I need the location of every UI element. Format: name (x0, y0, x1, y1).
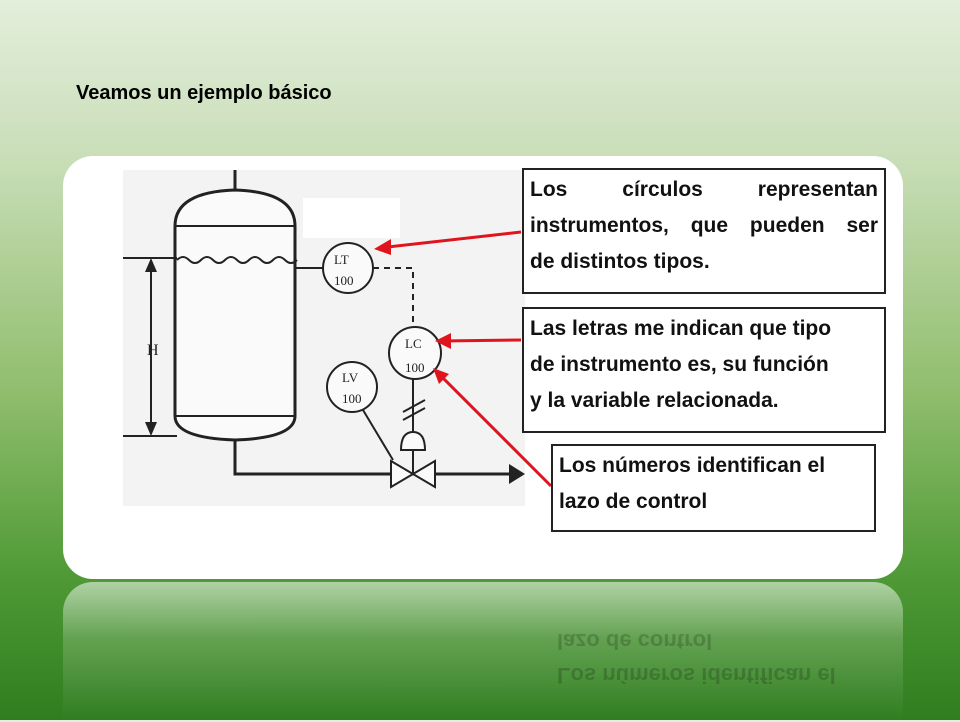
callout-letters-line3: y la variable relacionada. (530, 389, 779, 412)
callout-letters-line2: de instrumento es, su función (530, 353, 829, 376)
arrow-to-lc (441, 340, 521, 341)
slide-title: Veamos un ejemplo básico (76, 82, 332, 104)
callout-circles-line3: de distintos tipos. (530, 250, 710, 273)
lt-tag: LT (334, 252, 349, 267)
lc-tag: LC (405, 336, 422, 351)
callout-circles-line2: instrumentos, que pueden ser (530, 214, 878, 237)
callout-circles-line1: Los círculos representan (530, 178, 878, 201)
callout-letters (522, 307, 886, 433)
callout-numbers-line1: Los números identifican el (559, 454, 826, 477)
reflection-line2: lazo de control (557, 629, 713, 654)
lt-number: 100 (334, 273, 354, 288)
reflection-text (557, 624, 836, 692)
card-reflection (63, 582, 903, 722)
tank (175, 190, 295, 440)
callout-numbers (551, 444, 876, 532)
lv-number: 100 (342, 391, 362, 406)
lc-number: 100 (405, 360, 425, 375)
callout-numbers-line2: lazo de control (559, 490, 708, 513)
reflection-line1: Los números identifican el (557, 663, 836, 688)
h-label: H (147, 342, 159, 359)
lv-tag: LV (342, 370, 359, 385)
valve-actuator (401, 432, 425, 450)
diagram-card (63, 156, 903, 579)
callout-circles (522, 168, 886, 294)
callout-letters-line1: Las letras me indican que tipo (530, 317, 832, 340)
